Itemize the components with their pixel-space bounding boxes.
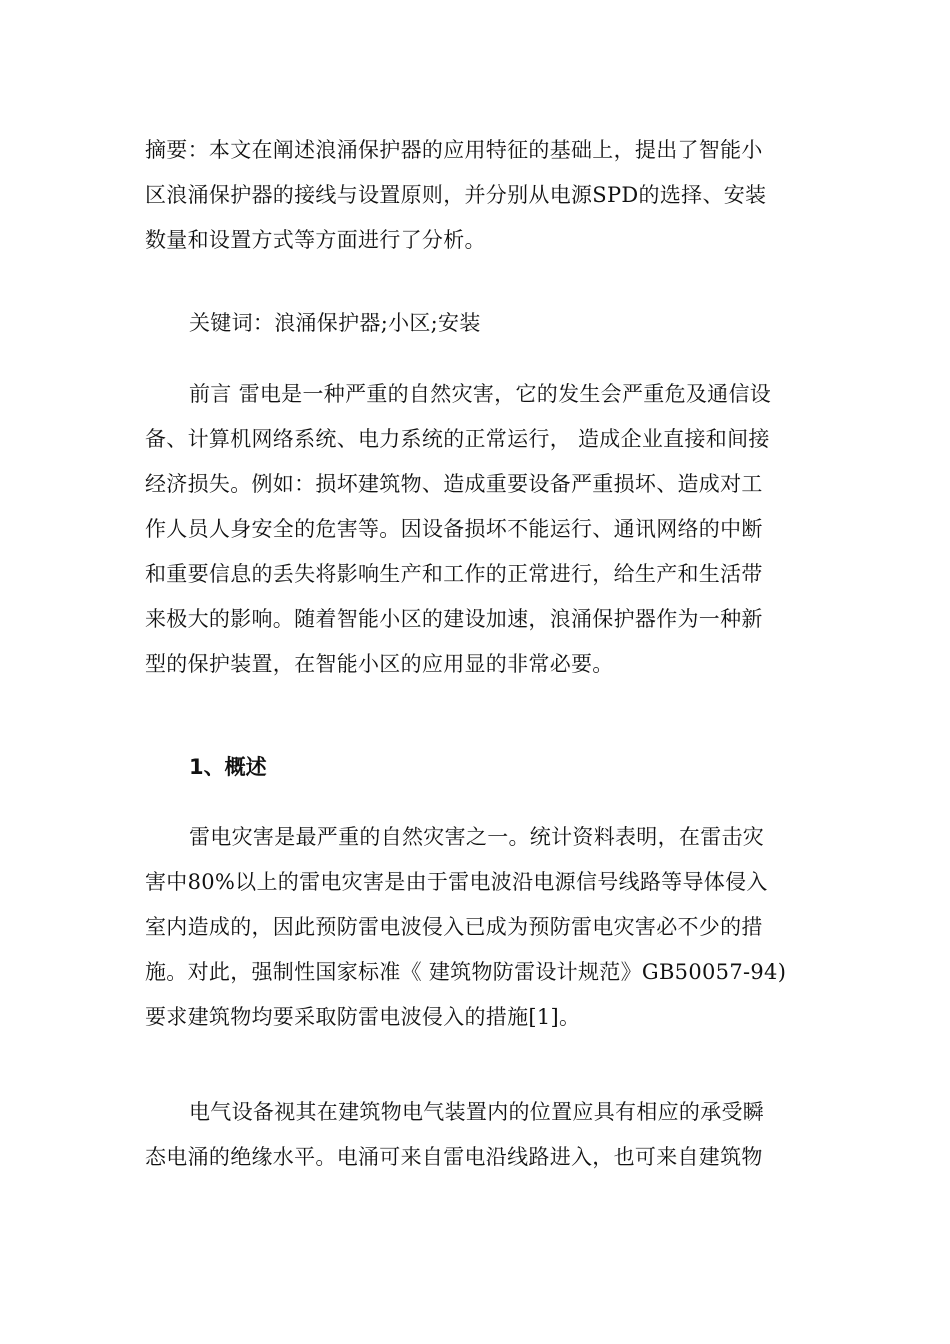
keywords-line: 关键词：浪涌保护器;小区;安装: [189, 311, 481, 335]
preface-line: 来极大的影响。随着智能小区的建设加速，浪涌保护器作为一种新: [145, 607, 763, 631]
section1-paragraph-1: [145, 815, 805, 1040]
paragraph-line: 害中80%以上的雷电灾害是由于雷电波沿电源信号线路等导体侵入: [145, 870, 768, 894]
abstract-line: 摘要：本文在阐述浪涌保护器的应用特征的基础上，提出了智能小: [145, 138, 763, 162]
paragraph-line: 要求建筑物均要采取防雷电波侵入的措施[1]。: [145, 1005, 581, 1029]
preface-line: 作人员人身安全的危害等。因设备损坏不能运行、通讯网络的中断: [145, 517, 763, 541]
paragraph-line: 雷电灾害是最严重的自然灾害之一。统计资料表明，在雷击灾: [189, 825, 765, 849]
section-heading: 1、概述: [189, 755, 267, 779]
preface-line: 型的保护装置，在智能小区的应用显的非常必要。: [145, 652, 614, 676]
paragraph-line: 施。对此，强制性国家标准《 建筑物防雷设计规范》GB50057-94): [145, 960, 787, 984]
abstract-line: 区浪涌保护器的接线与设置原则，并分别从电源SPD的选择、安装: [145, 183, 767, 207]
preface-paragraph: [145, 372, 805, 687]
paragraph-line: 态电涌的绝缘水平。电涌可来自雷电沿线路进入，也可来自建筑物: [145, 1145, 763, 1169]
paragraph-line: 室内造成的，因此预防雷电波侵入已成为预防雷电灾害必不少的措: [145, 915, 763, 939]
paragraph-line: 电气设备视其在建筑物电气装置内的位置应具有相应的承受瞬: [189, 1100, 765, 1124]
preface-line: 前言 雷电是一种严重的自然灾害，它的发生会严重危及通信设: [189, 382, 772, 406]
preface-line: 经济损失。例如：损坏建筑物、造成重要设备严重损坏、造成对工: [145, 472, 763, 496]
keywords-paragraph: [145, 301, 805, 346]
abstract-line: 数量和设置方式等方面进行了分析。: [145, 228, 486, 252]
preface-line: 备、计算机网络系统、电力系统的正常运行， 造成企业直接和间接: [145, 427, 770, 451]
section1-paragraph-2: [145, 1090, 805, 1180]
abstract-paragraph: [145, 128, 805, 263]
preface-line: 和重要信息的丢失将影响生产和工作的正常进行，给生产和生活带: [145, 562, 763, 586]
